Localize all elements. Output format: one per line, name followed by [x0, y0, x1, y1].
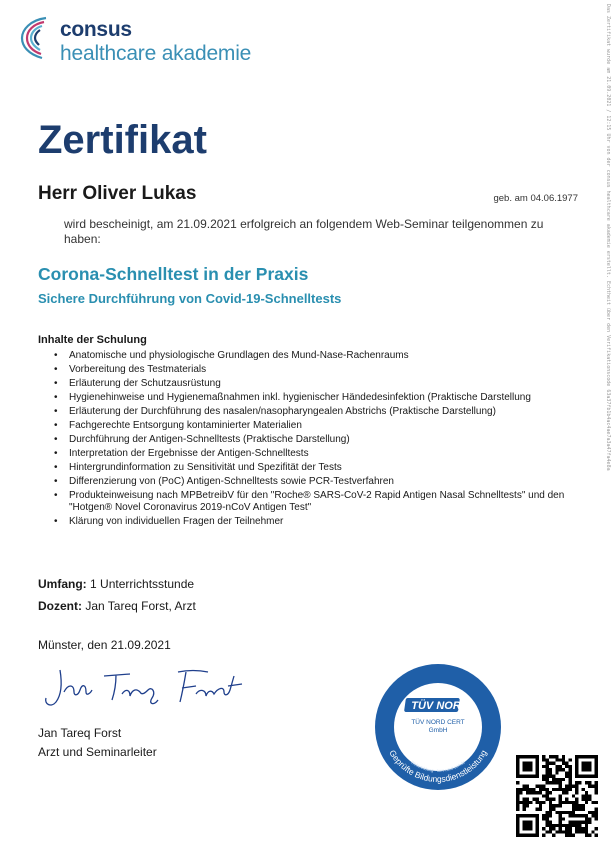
lecturer-label: Dozent: — [38, 599, 82, 613]
contents-list — [52, 350, 572, 530]
list-item: • Erläuterung der Durchführung des nasalen/nasopharyngealen Abstrichs (Praktische Darstellung) — [52, 406, 572, 418]
consus-logo-icon — [16, 14, 50, 60]
list-item: • Interpretation der Ergebnisse der Antigen-Schnelltests — [52, 448, 572, 460]
consus-logo — [16, 14, 266, 64]
seal-ring-text: Geprüfte Bildungsdienstleistung — [387, 748, 489, 785]
tuev-nord-seal-icon — [373, 662, 503, 792]
list-item: • Anatomische und physiologische Grundlagen des Mund-Nase-Rachenraums — [52, 350, 572, 362]
seal-cert-line1: TÜV NORD CERT — [411, 719, 465, 726]
list-item: • Klärung von individuellen Fragen der Teilnehmer — [52, 516, 572, 528]
course-subtitle: Sichere Durchführung von Covid-19-Schnelltests — [38, 291, 342, 306]
participant-name: Herr Oliver Lukas — [38, 183, 197, 204]
list-item: • Durchführung der Antigen-Schnelltests (Praktische Darstellung) — [52, 434, 572, 446]
list-item: • Erläuterung der Schutzausrüstung — [52, 378, 572, 390]
contents-heading: Inhalte der Schulung — [38, 334, 147, 346]
seal-cert-line2: GmbH — [428, 727, 448, 734]
list-item: • Hygienehinweise und Hygienemaßnahmen inkl. hygienischer Händedesinfektion (Praktische Darstellung — [52, 392, 572, 404]
certification-text: wird bescheinigt, am 21.09.2021 erfolgreich an folgendem Web-Seminar teilgenommen zu haben: — [64, 217, 544, 246]
verification-side-text — [603, 4, 611, 564]
page-title: Zertifikat — [38, 118, 207, 162]
scope-row — [38, 577, 194, 591]
signer-role: Arzt und Seminarleiter — [38, 745, 157, 759]
list-item: • Vorbereitung des Testmaterials — [52, 364, 572, 376]
list-item: • Produkteinweisung nach MPBetreibV für den "Roche® SARS-CoV-2 Rapid Antigen Nasal Schnelltests" und den "Hotgen® Novel Coronavirus 2019-nCoV Antigen Test" — [52, 490, 572, 514]
verification-text: Das Zertifikat wurde am 21.09.2021 / 12:15 Uhr von der consus healthcare akademie erstellt. Echtheit über den Verifikationscode 63a37fb1b4ac4ae7a3a47fa4e8a — [605, 4, 611, 471]
birth-date: geb. am 04.06.1977 — [493, 193, 578, 204]
signer-name: Jan Tareq Forst — [38, 726, 122, 740]
course-title: Corona-Schnelltest in der Praxis — [38, 264, 309, 284]
qr-code-icon[interactable] — [516, 755, 598, 837]
list-item: • Differenzierung von (PoC) Antigen-Schnelltests sowie PCR-Testverfahren — [52, 476, 572, 488]
scope-value: 1 Unterrichtsstunde — [90, 577, 195, 591]
logo-wordmark: consus — [60, 18, 132, 41]
seal-bottom-text: Weiterbildung · tuev-nord-cert.de — [410, 759, 466, 774]
place-date: Münster, den 21.09.2021 — [38, 638, 171, 652]
list-item: • Fachgerechte Entsorgung kontaminierter Materialien — [52, 420, 572, 432]
handwritten-signature — [38, 662, 248, 710]
logo-tagline: healthcare akademie — [60, 42, 252, 65]
list-item: • Hintergrundinformation zu Sensitivität und Spezifität der Tests — [52, 462, 572, 474]
seal-brand: TÜV NORD — [411, 700, 469, 712]
lecturer-value: Jan Tareq Forst, Arzt — [85, 599, 196, 613]
lecturer-row — [38, 599, 196, 613]
scope-label: Umfang: — [38, 577, 87, 591]
